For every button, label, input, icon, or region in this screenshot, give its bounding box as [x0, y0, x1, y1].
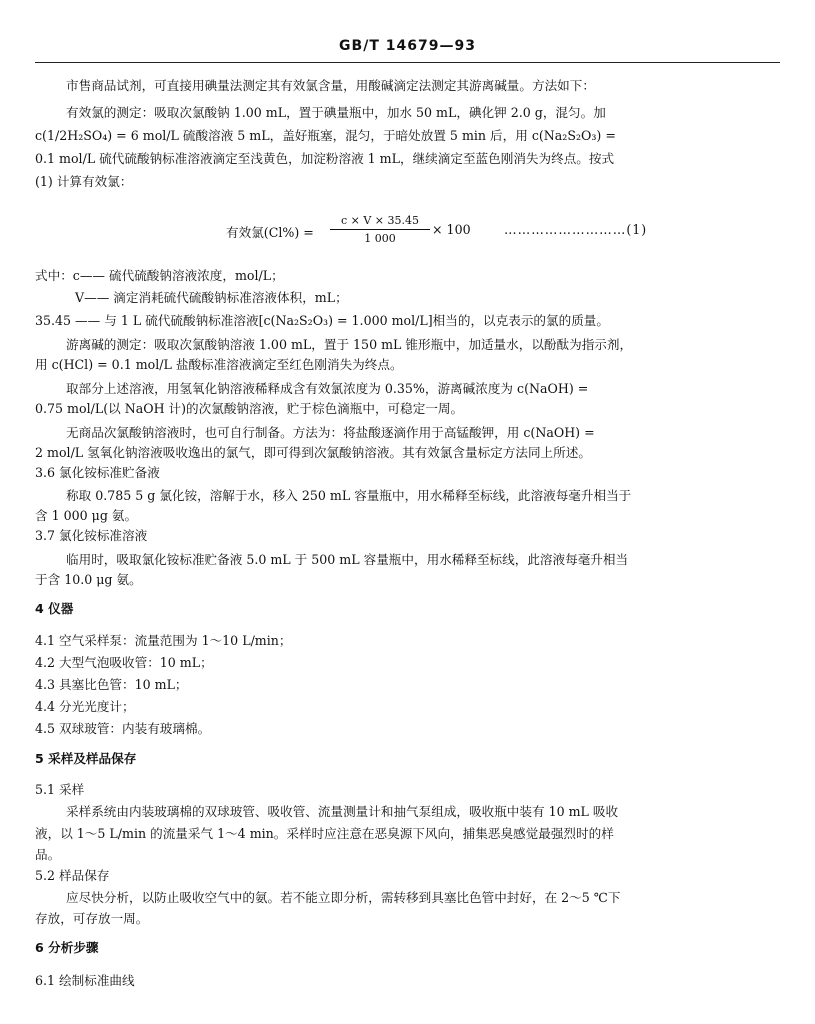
- list-item: 4.5 双球玻管：内装有玻璃棉。: [35, 721, 211, 736]
- text-line: 称取 0.785 5 g 氯化铵，溶解于水，移入 250 mL 容量瓶中，用水稀释至标线，此溶液每毫升相当于: [66, 488, 632, 503]
- section-heading: 3.7 氯化铵标准溶液: [35, 528, 148, 543]
- list-item: 4.4 分光光度计；: [35, 699, 135, 714]
- formula-1: [0, 214, 815, 248]
- text-line: 于含 10.0 μg 氨。: [35, 572, 142, 587]
- text-line: 临用时，吸取氯化铵标准贮备液 5.0 mL 于 500 mL 容量瓶中，用水稀释至标线，此溶液每毫升相当: [66, 552, 629, 567]
- formula-numerator: c × V × 35.45: [330, 214, 430, 230]
- text-line: 35.45 —— 与 1 L 硫代硫酸钠标准溶液[c(Na₂S₂O₃) = 1.000 mol/L]相当的，以克表示的氯的质量。: [35, 313, 609, 328]
- text-line: 液，以 1～5 L/min 的流量采气 1～4 min。采样时应注意在恶臭源下风向，捕集恶臭感觉最强烈时的样: [35, 826, 614, 841]
- formula-denominator: 1 000: [364, 232, 396, 245]
- formula-multiplier: × 100: [432, 222, 471, 237]
- text-line: 应尽快分析，以防止吸收空气中的氨。若不能立即分析，需转移到具塞比色管中封好，在 2～5 ℃下: [66, 890, 621, 905]
- list-item: 4.1 空气采样泵：流量范围为 1～10 L/min；: [35, 633, 292, 648]
- text-line: 无商品次氯酸钠溶液时，也可自行制备。方法为：将盐酸逐滴作用于高锰酸钾，用 c(NaOH) =: [66, 425, 595, 440]
- text-line: 游离碱的测定：吸取次氯酸钠溶液 1.00 mL，置于 150 mL 锥形瓶中，加适量水，以酚酞为指示剂，: [66, 337, 633, 352]
- list-item: 4.3 具塞比色管：10 mL；: [35, 677, 188, 692]
- section-heading: 4 仪器: [35, 601, 74, 616]
- section-heading: 6.1 绘制标准曲线: [35, 973, 135, 988]
- text-line: 式中：c—— 硫代硫酸钠溶液浓度，mol/L；: [35, 268, 284, 283]
- text-line: 0.1 mol/L 硫代硫酸钠标准溶液滴定至浅黄色，加淀粉溶液 1 mL，继续滴定至蓝色刚消失为终点。按式: [35, 151, 615, 166]
- text-line: 取部分上述溶液，用氢氧化钠溶液稀释成含有效氯浓度为 0.35%，游离碱浓度为 c(NaOH) =: [66, 381, 589, 396]
- text-line: (1) 计算有效氯：: [35, 174, 133, 189]
- section-heading: 5.2 样品保存: [35, 868, 110, 883]
- section-heading: 5.1 采样: [35, 782, 85, 797]
- page-header: GB/T 14679—93: [339, 38, 476, 54]
- text-line: 品。: [35, 847, 61, 862]
- header-rule: [35, 62, 780, 63]
- text-line: 2 mol/L 氢氧化钠溶液吸收逸出的氯气，即可得到次氯酸钠溶液。其有效氯含量标定方法同上所述。: [35, 445, 591, 460]
- formula-fraction: [330, 214, 430, 245]
- section-heading: 5 采样及样品保存: [35, 751, 137, 766]
- text-line: 市售商品试剂，可直接用碘量法测定其有效氯含量，用酸碱滴定法测定其游离碱量。方法如下：: [66, 78, 595, 93]
- text-line: 0.75 mol/L(以 NaOH 计)的次氯酸钠溶液，贮于棕色滴瓶中，可稳定一周。: [35, 401, 464, 416]
- section-heading: 3.6 氯化铵标准贮备液: [35, 465, 160, 480]
- formula-lhs: 有效氯(Cl%) =: [226, 225, 314, 240]
- text-line: 含 1 000 μg 氨。: [35, 508, 138, 523]
- text-line: c(1/2H₂SO₄) = 6 mol/L 硫酸溶液 5 mL，盖好瓶塞，混匀，于暗处放置 5 min 后，用 c(Na₂S₂O₃) =: [35, 128, 616, 143]
- text-line: V—— 滴定消耗硫代硫酸钠标准溶液体积，mL；: [75, 290, 348, 305]
- list-item: 4.2 大型气泡吸收管：10 mL；: [35, 655, 213, 670]
- text-line: 存放，可存放一周。: [35, 911, 149, 926]
- section-heading: 6 分析步骤: [35, 940, 99, 955]
- text-line: 采样系统由内装玻璃棉的双球玻管、吸收管、流量测量计和抽气泵组成，吸收瓶中装有 10 mL 吸收: [66, 804, 619, 819]
- text-line: 用 c(HCl) = 0.1 mol/L 盐酸标准溶液滴定至红色刚消失为终点。: [35, 357, 403, 372]
- formula-number: ………………………(1): [504, 222, 648, 237]
- text-line: 有效氯的测定：吸取次氯酸钠 1.00 mL，置于碘量瓶中，加水 50 mL，碘化钾 2.0 g，混匀。加: [66, 105, 606, 120]
